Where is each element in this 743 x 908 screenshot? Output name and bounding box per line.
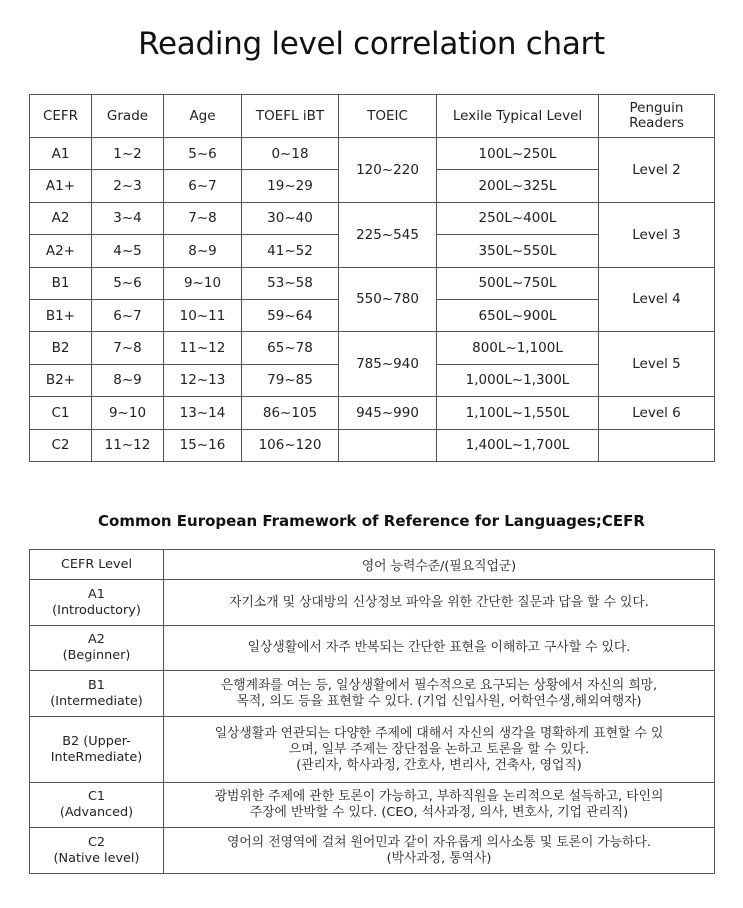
cell-toefl: 53~58 (242, 267, 339, 299)
cell-cefr: B1 (30, 267, 92, 299)
description-line: (박사과정, 통역사) (386, 850, 492, 866)
cell-toefl: 0~18 (242, 138, 339, 170)
cell-age: 15~16 (164, 429, 242, 461)
cell-level (30, 626, 164, 671)
cell-penguin: Level 2 (599, 138, 715, 203)
cell-grade: 1~2 (92, 138, 164, 170)
cell-age: 8~9 (164, 235, 242, 267)
cell-toefl: 41~52 (242, 235, 339, 267)
cell-level (30, 580, 164, 626)
cell-cefr: A2+ (30, 235, 92, 267)
page-title: Reading level correlation chart (138, 26, 605, 62)
cell-toefl: 106~120 (242, 429, 339, 461)
cell-lexile: 250L~400L (437, 202, 599, 234)
level-code: A2 (88, 632, 105, 647)
cell-toeic: 550~780 (339, 267, 437, 332)
cell-toefl: 86~105 (242, 397, 339, 429)
cell-level (30, 671, 164, 717)
cell-level (30, 717, 164, 783)
reading-level-correlation-table (29, 94, 715, 462)
description-line: 일상생활과 연관되는 다양한 주제에 대해서 자신의 생각을 명확하게 표현할 수 있 (214, 725, 664, 741)
header-cefr-level: CEFR Level (30, 550, 164, 580)
level-name: (Advanced) (59, 805, 134, 820)
table-row (30, 429, 715, 461)
cell-cefr: C1 (30, 397, 92, 429)
cell-grade: 11~12 (92, 429, 164, 461)
description-line: 은행계좌를 여는 등, 일상생활에서 필수적으로 요구되는 상황에서 자신의 희망, (220, 677, 658, 693)
level-name: (Intermediate) (50, 693, 143, 709)
cell-age: 11~12 (164, 332, 242, 364)
table-row (30, 626, 715, 671)
cell-lexile: 1,000L~1,300L (437, 364, 599, 396)
description-line: 주장에 반박할 수 있다. (CEO, 석사과정, 의사, 변호사, 기업 관리직) (249, 805, 629, 820)
cell-lexile: 1,100L~1,550L (437, 397, 599, 429)
table-row (30, 397, 715, 429)
cell-lexile: 800L~1,100L (437, 332, 599, 364)
header-penguin-line2: Readers (629, 115, 684, 131)
cell-toefl: 65~78 (242, 332, 339, 364)
level-code: A1 (88, 586, 105, 602)
cell-age: 9~10 (164, 267, 242, 299)
header-penguin (599, 95, 715, 138)
cell-description (164, 671, 715, 717)
table-row (30, 783, 715, 828)
table-row (30, 671, 715, 717)
header-toeic: TOEIC (339, 95, 437, 138)
cell-lexile: 350L~550L (437, 235, 599, 267)
description-line: 영어의 전영역에 걸쳐 원어민과 같이 자유롭게 의사소통 및 토론이 가능하다. (227, 834, 651, 850)
cell-toeic: 785~940 (339, 332, 437, 397)
cell-grade: 4~5 (92, 235, 164, 267)
cell-penguin: Level 6 (599, 397, 715, 429)
cefr-section-title: Common European Framework of Reference for Languages;CEFR (98, 512, 645, 530)
cell-cefr: B2 (30, 332, 92, 364)
level-name: (Beginner) (62, 648, 131, 663)
header-cefr: CEFR (30, 95, 92, 138)
cell-penguin (599, 429, 715, 461)
cell-age: 7~8 (164, 202, 242, 234)
table-header-row (30, 95, 715, 138)
cell-grade: 2~3 (92, 170, 164, 202)
cell-penguin: Level 5 (599, 332, 715, 397)
cell-toeic: 945~990 (339, 397, 437, 429)
cell-grade: 7~8 (92, 332, 164, 364)
cell-toeic: 120~220 (339, 138, 437, 203)
cell-cefr: C2 (30, 429, 92, 461)
cell-penguin: Level 4 (599, 267, 715, 332)
level-code: C1 (87, 789, 106, 804)
cell-toeic (339, 429, 437, 461)
description-line: 광범위한 주제에 관한 토론이 가능하고, 부하직원을 논리적으로 설득하고, 타인의 (214, 789, 664, 804)
description-line: 으며, 일부 주제는 장단점을 논하고 토론을 할 수 있다. (288, 741, 590, 757)
cell-cefr: A1 (30, 138, 92, 170)
description-line: 자기소개 및 상대방의 신상정보 파악을 위한 간단한 질문과 답을 할 수 있다. (229, 594, 649, 610)
cell-description (164, 626, 715, 671)
cell-cefr: A2 (30, 202, 92, 234)
header-toefl: TOEFL iBT (242, 95, 339, 138)
description-line: 일상생활에서 자주 반복되는 간단한 표현을 이해하고 구사할 수 있다. (247, 640, 631, 655)
header-penguin-line1: Penguin (629, 100, 684, 116)
table-row (30, 828, 715, 874)
description-line: 목적, 의도 등을 표현할 수 있다. (기업 신입사원, 어학연수생,해외여행자) (236, 693, 642, 709)
cell-level (30, 783, 164, 828)
cell-lexile: 100L~250L (437, 138, 599, 170)
cell-toeic: 225~545 (339, 202, 437, 267)
cell-cefr: A1+ (30, 170, 92, 202)
level-name: (Native level) (53, 850, 140, 866)
cell-grade: 3~4 (92, 202, 164, 234)
table-header-row (30, 550, 715, 580)
description-line: (관리자, 학사과정, 간호사, 변리사, 건축사, 영업직) (296, 757, 582, 773)
cell-cefr: B1+ (30, 299, 92, 331)
cefr-description-table (29, 549, 715, 874)
table-row (30, 202, 715, 234)
level-name: (Introductory) (52, 602, 141, 618)
table-row (30, 138, 715, 170)
cell-grade: 6~7 (92, 299, 164, 331)
cell-description (164, 828, 715, 874)
cell-description (164, 717, 715, 783)
cell-penguin: Level 3 (599, 202, 715, 267)
cell-grade: 8~9 (92, 364, 164, 396)
cell-age: 6~7 (164, 170, 242, 202)
table-row (30, 267, 715, 299)
header-grade: Grade (92, 95, 164, 138)
header-description: 영어 능력수준/(필요직업군) (164, 550, 715, 580)
table-row (30, 332, 715, 364)
cell-age: 5~6 (164, 138, 242, 170)
cell-age: 10~11 (164, 299, 242, 331)
cell-toefl: 19~29 (242, 170, 339, 202)
level-code: B2 (Upper- (62, 733, 131, 749)
cell-age: 13~14 (164, 397, 242, 429)
cell-lexile: 500L~750L (437, 267, 599, 299)
cell-lexile: 200L~325L (437, 170, 599, 202)
level-code: C2 (87, 834, 106, 850)
cell-toefl: 79~85 (242, 364, 339, 396)
cell-lexile: 650L~900L (437, 299, 599, 331)
table-row (30, 717, 715, 783)
table-row (30, 580, 715, 626)
cell-grade: 5~6 (92, 267, 164, 299)
header-age: Age (164, 95, 242, 138)
cell-toefl: 30~40 (242, 202, 339, 234)
header-lexile: Lexile Typical Level (437, 95, 599, 138)
cell-description (164, 580, 715, 626)
cell-lexile: 1,400L~1,700L (437, 429, 599, 461)
cell-grade: 9~10 (92, 397, 164, 429)
level-code: B1 (88, 677, 105, 693)
cell-age: 12~13 (164, 364, 242, 396)
cell-description (164, 783, 715, 828)
level-name: InteRmediate) (50, 749, 143, 765)
cell-toefl: 59~64 (242, 299, 339, 331)
cell-cefr: B2+ (30, 364, 92, 396)
cell-level (30, 828, 164, 874)
